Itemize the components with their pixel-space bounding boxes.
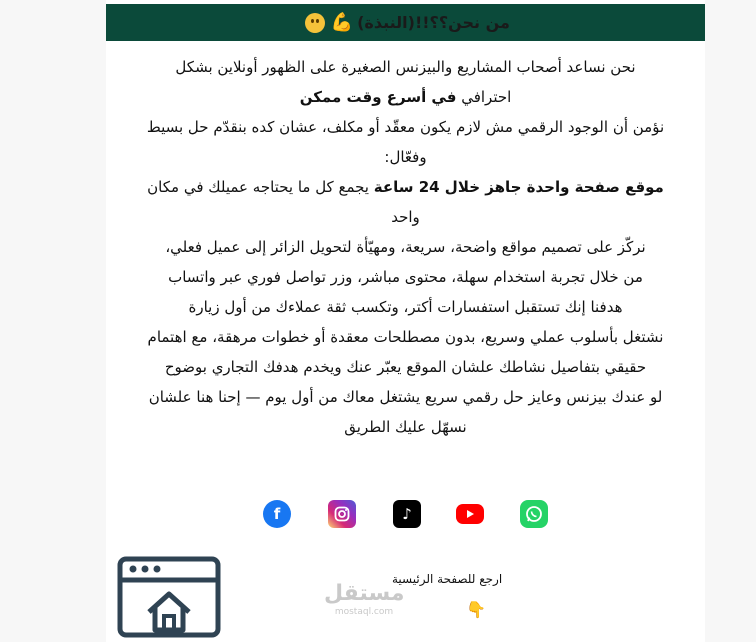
text-line: نشتغل بأسلوب عملي وسريع، بدون مصطلحات معقدة أو خطوات مرهقة، مع اهتمام: [147, 328, 664, 346]
text-line: نؤمن أن الوجود الرقمي مش لازم يكون معقّد أو مكلف، عشان كده بنقدّم حل بسيط: [146, 118, 665, 136]
text-line: نركّز على تصميم مواقع واضحة، سريعة، ومهيّأة لتحويل الزائر إلى عميل فعلي،: [165, 238, 646, 256]
watermark-main: مستقل: [324, 581, 405, 606]
text-line: من خلال تجربة استخدام سهلة، محتوى مباشر، وزر تواصل فوري عبر واتساب: [168, 268, 643, 286]
home-link[interactable]: ارجع للصفحة الرئيسية: [392, 572, 503, 586]
text-line: واحد: [391, 208, 420, 226]
home-window-icon[interactable]: [117, 556, 221, 638]
facebook-icon[interactable]: f: [263, 500, 291, 528]
text-line: هدفنا إنك تستقبل استفسارات أكتر، وتكسب ثقة عملاءك من أول زيارة: [188, 298, 623, 316]
header-bar: [106, 4, 705, 41]
surprised-face-icon: [305, 13, 325, 33]
instagram-glyph: [334, 506, 350, 522]
youtube-play-glyph: [465, 509, 475, 519]
about-title: من نحن؟؟!!(النبذة): [357, 13, 510, 32]
text-line: نحن نساعد أصحاب المشاريع والبيزنس الصغيرة على الظهور أونلاين بشكل: [175, 58, 636, 76]
about-card: [106, 0, 705, 642]
text-line: احترافي في أسرع وقت ممكن: [299, 88, 512, 106]
instagram-icon[interactable]: [328, 500, 356, 528]
text-line: نسهّل عليك الطريق: [344, 418, 467, 436]
text-line: وفعّال:: [384, 148, 427, 166]
whatsapp-glyph: [524, 504, 544, 524]
pointing-hand-icon: 👇: [466, 600, 486, 619]
social-links: [106, 500, 705, 528]
watermark-sub: mostaql.com: [334, 607, 394, 617]
whatsapp-icon[interactable]: [520, 500, 548, 528]
text-line: حقيقي بتفاصيل نشاطك علشان الموقع يعبّر عنك ويخدم هدفك التجاري بوضوح: [164, 358, 647, 376]
about-text: [116, 52, 695, 442]
text-line: موقع صفحة واحدة جاهز خلال 24 ساعة يجمع كل ما يحتاجه عميلك في مكان: [147, 178, 664, 196]
mostaql-watermark: [324, 582, 404, 618]
text-line: لو عندك بيزنس وعايز حل رقمي سريع يشتغل معاك من أول يوم — إحنا هنا علشان: [148, 388, 663, 406]
youtube-icon[interactable]: [456, 504, 484, 524]
flexed-arm-icon: 💪: [330, 11, 354, 33]
tiktok-icon[interactable]: ♪: [393, 500, 421, 528]
